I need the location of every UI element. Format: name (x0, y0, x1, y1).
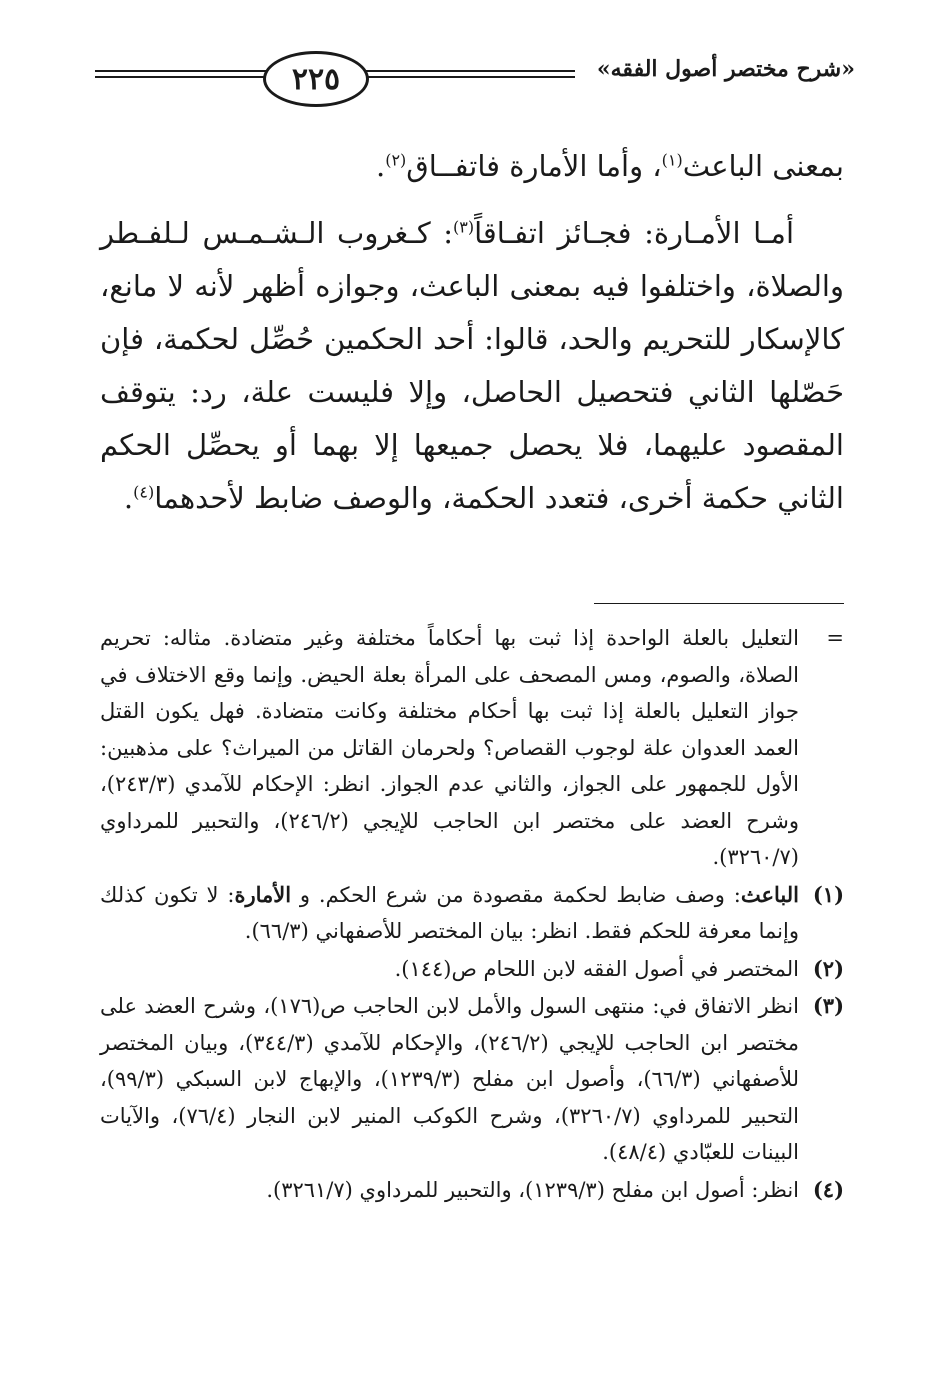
main-text (100, 140, 844, 525)
term: الباعث (740, 881, 799, 907)
footnote (100, 1172, 844, 1209)
footnote-separator (594, 603, 844, 604)
footnote-number: (٢) (812, 955, 844, 981)
footnote-text: : لا تكون كذلك وإنما معرفة للحكم فقط. انظر: بيان المختصر للأصفهاني (٦٦/٣). (100, 882, 799, 943)
term: الأمارة (234, 881, 292, 907)
footnote-ref: (٣) (453, 217, 475, 237)
footnote-text: انظر الاتفاق في: منتهى السول والأمل لابن الحاجب ص(١٧٦)، وشرح العضد على مختصر ابن الحاجب للإيجي (٢٤٦/٢)، والإحكام للآمدي (٣٤٤/٣)، وبيان المختصر للأصفهاني (٦٦/٣)، وأصول ابن مفلح (١٢٣٩/٣)، والإبهاج لابن السبكي (٩٩/٣)، التحبير للمرداوي (٣٢٦٠/٧)، وشرح الكوكب المنير لابن النجار (٧٦/٤)، والآيات البينات للعبّادي (٤٨/٤). (100, 994, 799, 1164)
footnote-number: (٤) (812, 1176, 844, 1202)
paragraph (100, 207, 844, 525)
footnote-text: التعليل بالعلة الواحدة إذا ثبت بها أحكاماً مختلفة وغير متضادة. مثاله: تحريم الصلاة، والصوم، ومس المصحف على المرأة بعلة الحيض. وإنما وقع الاختلاف في جواز التعليل بالعلة إذا ثبت بها أحكام مختلفة وكانت متضادة. فهل يكون القتل العمد العدوان علة لوجوب القصاص؟ ولحرمان القاتل من الميراث؟ على مذهبين: الأول للجمهور على الجواز، والثاني عدم الجواز. انظر: الإحكام للآمدي (٢٤٣/٣)، وشرح العضد على مختصر ابن الحاجب للإيجي (٢٤٦/٢)، والتحبير للمرداوي (٣٢٦٠/٧). (100, 626, 799, 869)
footnote (100, 988, 844, 1171)
footnote-ref: (٤) (133, 482, 155, 502)
footnotes (100, 620, 844, 1208)
footnote (100, 877, 844, 950)
footnote-text: : وصف ضابط لحكمة مقصودة من شرع الحكم. و (291, 882, 741, 907)
text-run: . (375, 149, 386, 183)
footnote-text: المختصر في أصول الفقه لابن اللحام ص(١٤٤). (394, 956, 799, 981)
page-number: ٢٢٥ (263, 51, 369, 107)
footnote-number: (١) (812, 881, 844, 907)
footnote-text: انظر: أصول ابن مفلح (١٢٣٩/٣)، والتحبير للمرداوي (٣٢٦١/٧). (266, 1177, 799, 1202)
text-run: بمعنى الباعث (682, 149, 844, 183)
footnote (100, 951, 844, 988)
text-run: : كـغروب الـشـمـس لـلفـطر والصلاة، واختلفوا فيه بمعنى الباعث، وجوازه أظهر لأنه لا مانع، كالإسكار للتحريم والحد، قالوا: أحد الحكمين حُصِّل لحكمة، فإن حَصّلها الثاني فتحصيل الحاصل، وإلا فليست علة، رد: يتوقف المقصود عليهما، فلا يحصل جميعها إلا بهما أو يحصِّل الحكم الثاني حكمة أخرى، فتعدد الحكمة، والوصف ضابط لأحدهما (100, 216, 844, 515)
header-rule (200, 70, 575, 72)
text-run: . (123, 481, 134, 515)
continuation-mark: = (826, 626, 844, 650)
footnote-ref: (١) (661, 150, 683, 170)
header-rule (95, 76, 215, 78)
text-run: أمـا الأمـارة: فجـائز اتفـاقاً (474, 216, 795, 250)
running-title: «شرح مختصر أصول الفقه» (596, 56, 855, 82)
footnote-ref: (٢) (385, 150, 407, 170)
page-header (95, 48, 855, 108)
footnote-continuation (100, 620, 844, 876)
header-rule (200, 76, 575, 78)
footnote-number: (٣) (812, 993, 844, 1018)
text-run: ، وأما الأمارة فاتفــاق (406, 149, 662, 183)
header-rule (95, 70, 215, 72)
paragraph (100, 140, 844, 193)
